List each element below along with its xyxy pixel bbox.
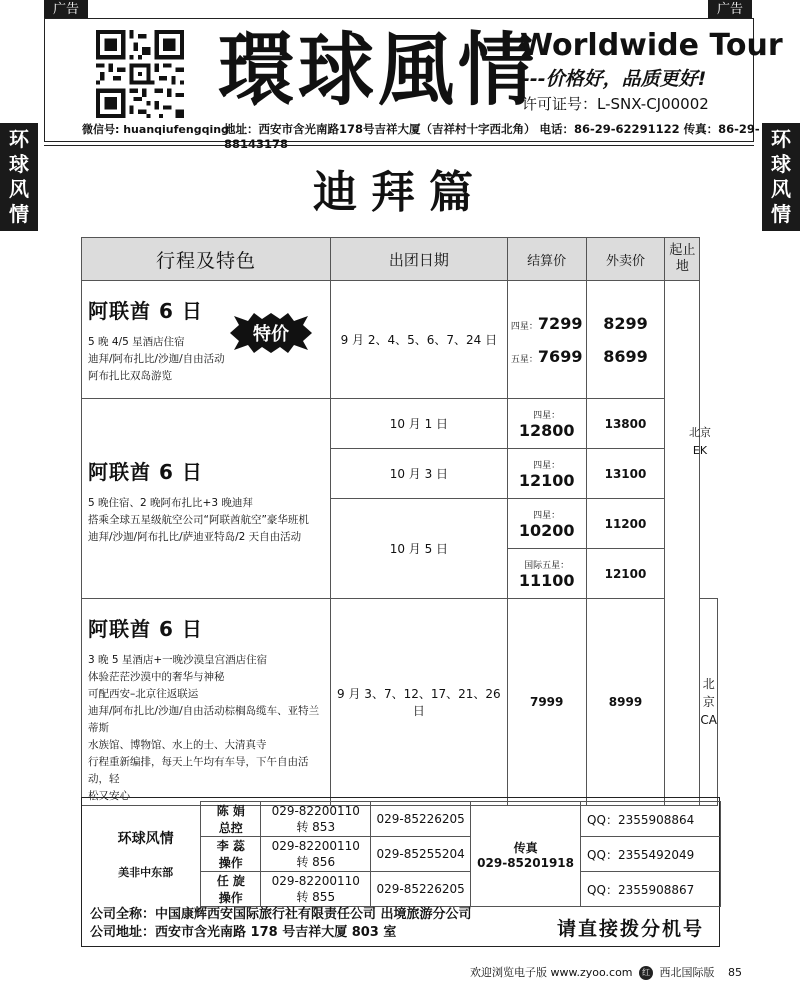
company-name: 公司全称：中国康辉西安国际旅行社有限责任公司 出境旅游分公司 (90, 907, 472, 922)
settle-price-cell: 四星： 10200 (507, 499, 586, 549)
col-header-itinerary: 行程及特色 (82, 238, 331, 281)
tour-line: 水族馆、博物馆、水上的士、大清真寺 (88, 739, 267, 751)
table-header-row (82, 238, 718, 281)
side-tab-char: 球 (771, 152, 791, 176)
settle-price: 7299 (537, 313, 583, 333)
col-header-dates: 出团日期 (331, 238, 508, 281)
contact-direct[interactable]: 029-85226205 (371, 872, 471, 907)
sell-price: 12100 (586, 549, 665, 599)
contact-tel[interactable]: 029-82200110 转 855 (261, 872, 371, 907)
company-address: 公司地址：西安市含光南路 178 号吉祥大厦 803 室 (90, 925, 397, 940)
special-price-badge: 特价 (230, 313, 312, 353)
sell-price: 11200 (586, 499, 665, 549)
contact-table (91, 801, 721, 907)
ad-label-right: 广告 (708, 0, 752, 20)
contact-name: 任 旋 操作 (201, 872, 261, 907)
tour-line: 5 晚住宿、2 晚阿布扎比+3 晚迪拜 (88, 496, 253, 509)
itinerary-cell (82, 399, 331, 599)
bottom-bar (470, 964, 742, 980)
tour-line: 阿布扎比双岛游览 (88, 370, 172, 382)
contact-qq[interactable]: QQ：2355908867 (581, 872, 721, 907)
agency-name: 环球风情 (117, 831, 174, 847)
settle-price-cell: 四星：7299 五星：7699 (507, 281, 586, 399)
tour-line: 松又安心 (88, 790, 130, 802)
ad-label-left: 广告 (44, 0, 88, 20)
tour-line: 迪拜/阿布扎比/沙迦/自由活动棕榈岛缆车、亚特兰蒂斯 (88, 705, 320, 734)
settle-price: 11100 (518, 570, 575, 590)
tour-title: 阿联酋 6 日 (88, 299, 203, 323)
tour-line: 行程重新编排，每天上午均有车导，下午自由活动，轻 (88, 756, 309, 785)
divider (44, 145, 754, 146)
license-number: 许可证号：L-SNX-CJ00002 (522, 95, 709, 113)
col-header-origin: 起止地 (665, 238, 700, 281)
page-number: 85 (728, 966, 743, 979)
settle-price: 7699 (537, 346, 583, 366)
fax-cell: 传真 029-85201918 (471, 802, 581, 907)
contact-qq[interactable]: QQ：2355908864 (581, 802, 721, 837)
side-tab-char: 球 (9, 152, 29, 176)
header-contact-line: 地址：西安市含光南路178号吉祥大厦（吉祥村十字西北角） 电话：86-29-62291122 传真：86-29-88143178 (224, 122, 760, 151)
hong-logo-icon: 红 (639, 966, 653, 980)
side-tab-char: 环 (771, 127, 791, 151)
settle-price-cell: 四星： 12100 (507, 449, 586, 499)
sell-price: 13800 (586, 399, 665, 449)
sell-price: 13100 (586, 449, 665, 499)
brand-name-en: Worldwide Tour (520, 28, 783, 63)
contact-tel[interactable]: 029-82200110 转 856 (261, 837, 371, 872)
edition-name: 西北国际版 (659, 966, 715, 979)
table-row (82, 399, 718, 449)
tour-table (81, 237, 718, 806)
itinerary-cell (82, 281, 331, 399)
tour-line: 可配西安–北京往返联运 (88, 688, 199, 700)
col-header-sell: 外卖价 (586, 238, 665, 281)
settle-price: 12800 (518, 420, 575, 440)
origin-cell: 北京 CA (700, 599, 718, 806)
side-tab-char: 情 (771, 202, 791, 226)
table-row (82, 281, 718, 399)
departure-date: 10 月 1 日 (331, 399, 508, 449)
departure-date: 10 月 3 日 (331, 449, 508, 499)
brand-logo-cn: 環球風情 (218, 22, 538, 117)
table-row (82, 599, 718, 806)
sell-price: 8999 (586, 599, 665, 806)
department: 美非中东部 (118, 866, 174, 879)
origin-cell (665, 281, 700, 806)
sell-price-cell (586, 281, 665, 399)
departure-dates: 9 月 3、7、12、17、21、26 日 (331, 599, 508, 806)
settle-price: 10200 (518, 520, 575, 540)
side-tab-char: 风 (771, 177, 791, 201)
departure-dates: 9 月 2、4、5、6、7、24 日 (331, 281, 508, 399)
contact-name: 李 蕊 操作 (201, 837, 261, 872)
side-tab-char: 情 (9, 202, 29, 226)
slogan: ---价格好，品质更好! (522, 68, 707, 90)
tour-line: 5 晚 4/5 星酒店住宿 (88, 336, 185, 348)
contact-row (91, 802, 721, 837)
side-tab-char: 风 (9, 177, 29, 201)
settle-price: 7999 (507, 599, 586, 806)
contact-tel[interactable]: 029-82200110 转 853 (261, 802, 371, 837)
tour-title: 阿联酋 6 日 (88, 459, 203, 484)
side-tab-char: 环 (9, 127, 29, 151)
contact-qq[interactable]: QQ：2355492049 (581, 837, 721, 872)
contact-direct[interactable]: 029-85255204 (371, 837, 471, 872)
qr-code-icon[interactable] (96, 30, 184, 118)
welcome-text[interactable]: 欢迎浏览电子版 www.zyoo.com (470, 966, 633, 979)
tour-line: 体验茫茫沙漠中的奢华与神秘 (88, 671, 225, 683)
company-info (90, 906, 472, 942)
tour-line: 3 晚 5 星酒店+一晚沙漠皇宫酒店住宿 (88, 654, 268, 666)
wechat-id: 微信号: huanqiufengqing (82, 123, 229, 136)
tour-line: 迪拜/沙迦/阿布扎比/萨迪亚特岛/2 天自由活动 (88, 530, 302, 543)
contact-direct[interactable]: 029-85226205 (371, 802, 471, 837)
agency-cell (91, 802, 201, 907)
col-header-settle: 结算价 (507, 238, 586, 281)
tour-title: 阿联酋 6 日 (88, 617, 203, 641)
itinerary-cell (82, 599, 331, 806)
contact-name: 陈 娟 总控 (201, 802, 261, 837)
origin-tour-2: 北京 EK (689, 426, 711, 457)
settle-price-cell: 四星： 12800 (507, 399, 586, 449)
tour-line: 搭乘全球五星级航空公司“阿联酋航空”豪华班机 (88, 513, 309, 526)
settle-price: 12100 (518, 470, 575, 490)
sell-price: 8299 (603, 313, 648, 333)
departure-date: 10 月 5 日 (331, 499, 508, 599)
page-title: 迪拜篇 (313, 167, 487, 218)
direct-dial-note: 请直接拨分机号 (557, 918, 705, 940)
sell-price: 8699 (603, 346, 648, 366)
settle-price-cell: 国际五星： 11100 (507, 549, 586, 599)
tour-line: 迪拜/阿布扎比/沙迦/自由活动 (88, 353, 225, 365)
